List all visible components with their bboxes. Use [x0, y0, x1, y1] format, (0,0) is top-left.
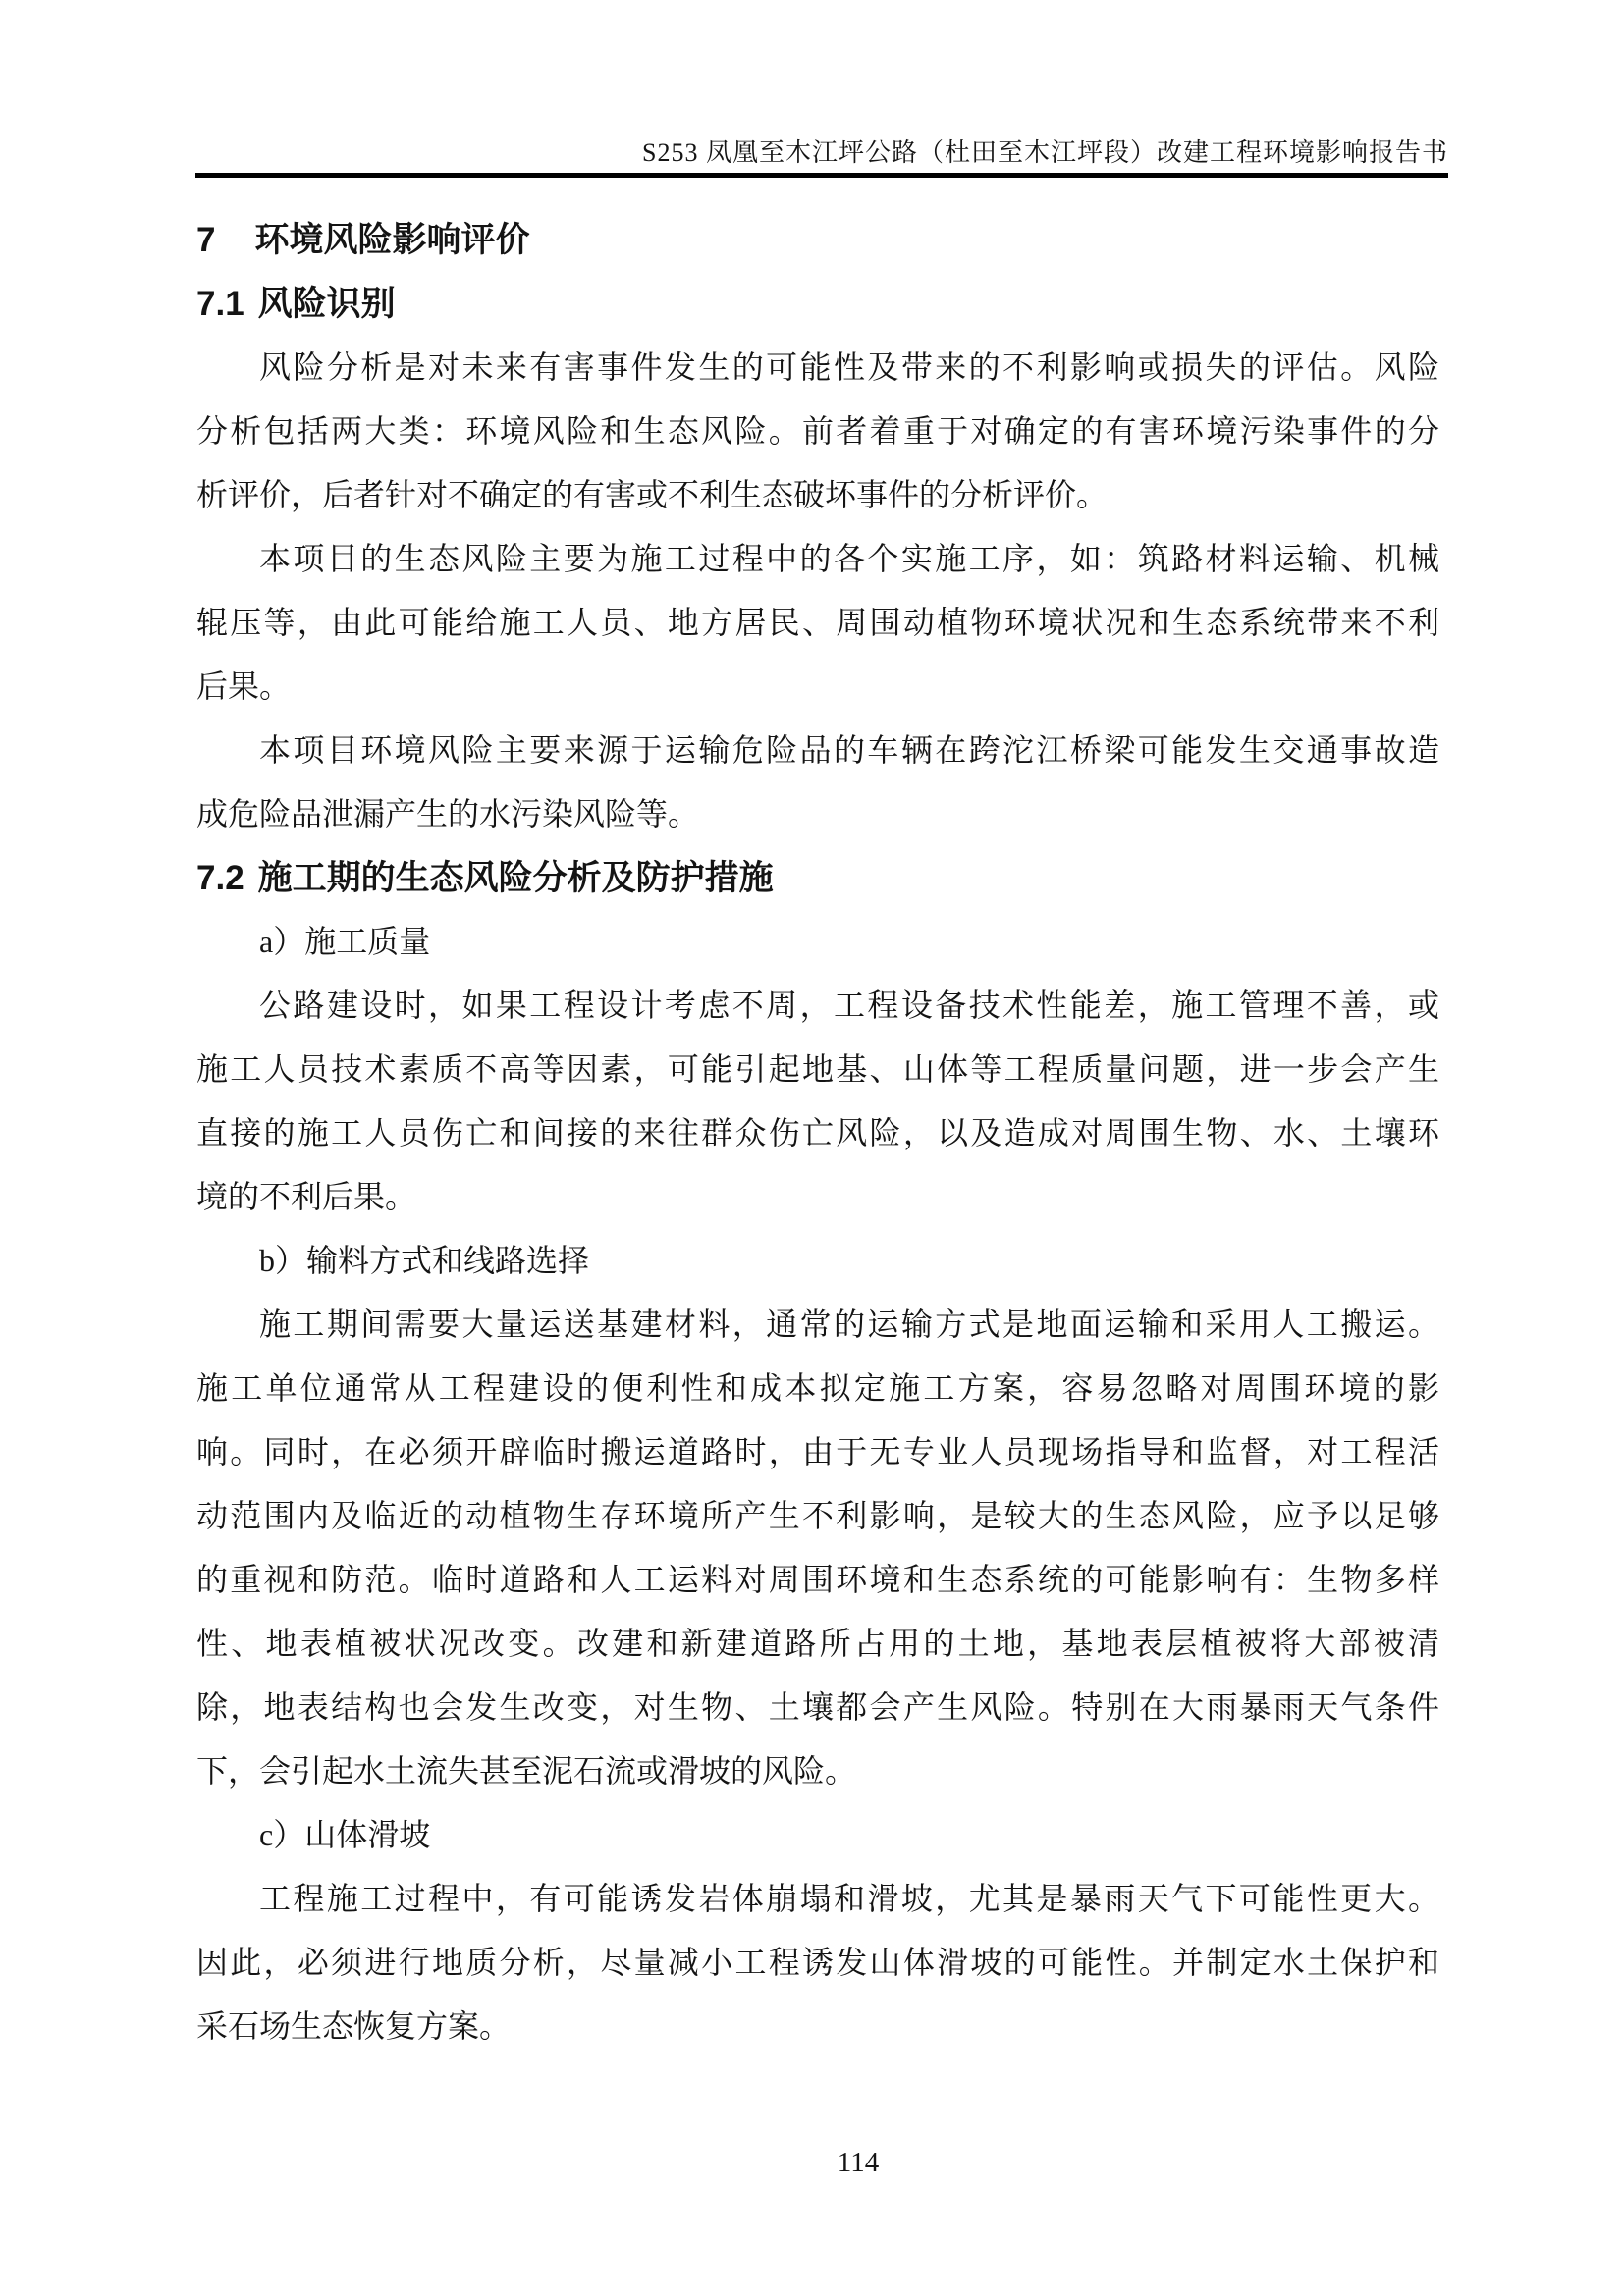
paragraph-line: 下，会引起水土流失甚至泥石流或滑坡的风险。	[196, 1753, 857, 1789]
paragraph-line: 本项目环境风险主要来源于运输危险品的车辆在跨沱江桥梁可能发生交通事故造	[259, 732, 1439, 768]
paragraph-line: 析评价，后者针对不确定的有害或不利生态破坏事件的分析评价。	[196, 477, 1109, 512]
paragraph-line: 辊压等，由此可能给施工人员、地方居民、周围动植物环境状况和生态系统带来不利	[196, 605, 1439, 640]
paragraph	[196, 1293, 1439, 1803]
section-71-number: 7.1	[196, 285, 244, 323]
paragraph-line: 后果。	[196, 668, 292, 704]
paragraph-line: 施工人员技术素质不高等因素，可能引起地基、山体等工程质量问题，进一步会产生	[196, 1051, 1439, 1087]
chapter-number: 7	[196, 221, 216, 259]
chapter-title: 环境风险影响评价	[254, 221, 530, 259]
page-footer	[799, 2146, 917, 2179]
section-71-title: 风险识别	[257, 285, 396, 323]
paragraph-line: 因此，必须进行地质分析，尽量减小工程诱发山体滑坡的可能性。并制定水土保护和	[196, 1945, 1439, 1980]
list-item-a-label: a）施工质量	[259, 924, 431, 959]
paragraph-line: 除，地表结构也会发生改变，对生物、土壤都会产生风险。特别在大雨暴雨天气条件	[196, 1689, 1439, 1725]
paragraph	[196, 974, 1439, 1229]
paragraph-line: 施工单位通常从工程建设的便利性和成本拟定施工方案，容易忽略对周围环境的影	[196, 1370, 1439, 1406]
paragraph-line: 公路建设时，如果工程设计考虑不周，工程设备技术性能差，施工管理不善，或	[259, 988, 1439, 1023]
list-item-b-label: b）输料方式和线路选择	[259, 1243, 590, 1278]
list-item-c-label: c）山体滑坡	[259, 1817, 431, 1852]
paragraph	[196, 719, 1439, 846]
paragraph	[196, 336, 1439, 527]
document-body	[196, 208, 1439, 2058]
section-72-heading	[196, 846, 1439, 910]
page-header	[195, 138, 1448, 178]
paragraph-line: 采石场生态恢复方案。	[196, 2008, 512, 2044]
paragraph-line: 响。同时，在必须开辟临时搬运道路时，由于无专业人员现场指导和监督，对工程活	[196, 1434, 1439, 1469]
section-71-heading	[196, 272, 1439, 336]
paragraph-line: 性、地表植被状况改变。改建和新建道路所占用的土地，基地表层植被将大部被清	[196, 1626, 1439, 1661]
paragraph-line: 境的不利后果。	[196, 1179, 417, 1214]
paragraph-line: 成危险品泄漏产生的水污染风险等。	[196, 796, 700, 831]
paragraph-line: 本项目的生态风险主要为施工过程中的各个实施工序，如：筑路材料运输、机械	[259, 541, 1439, 576]
header-title: S253 凤凰至木江坪公路（杜田至木江坪段）改建工程环境影响报告书	[642, 138, 1448, 167]
paragraph-line: 分析包括两大类：环境风险和生态风险。前者着重于对确定的有害环境污染事件的分	[196, 413, 1439, 449]
section-72-title: 施工期的生态风险分析及防护措施	[257, 859, 774, 897]
paragraph-line: 动范围内及临近的动植物生存环境所产生不利影响，是较大的生态风险，应予以足够	[196, 1498, 1439, 1533]
chapter-heading	[196, 208, 1439, 272]
section-72-number: 7.2	[196, 859, 244, 897]
paragraph-line: 的重视和防范。临时道路和人工运料对周围环境和生态系统的可能影响有：生物多样	[196, 1562, 1439, 1597]
paragraph	[196, 1867, 1439, 2058]
paragraph-line: 直接的施工人员伤亡和间接的来往群众伤亡风险，以及造成对周围生物、水、土壤环	[196, 1115, 1439, 1150]
paragraph	[196, 527, 1439, 719]
paragraph-line: 工程施工过程中，有可能诱发岩体崩塌和滑坡，尤其是暴雨天气下可能性更大。	[259, 1881, 1439, 1916]
page-number: 114	[837, 2147, 880, 2178]
paragraph-line: 风险分析是对未来有害事件发生的可能性及带来的不利影响或损失的评估。风险	[259, 349, 1439, 385]
paragraph-line: 施工期间需要大量运送基建材料，通常的运输方式是地面运输和采用人工搬运。	[259, 1307, 1439, 1342]
